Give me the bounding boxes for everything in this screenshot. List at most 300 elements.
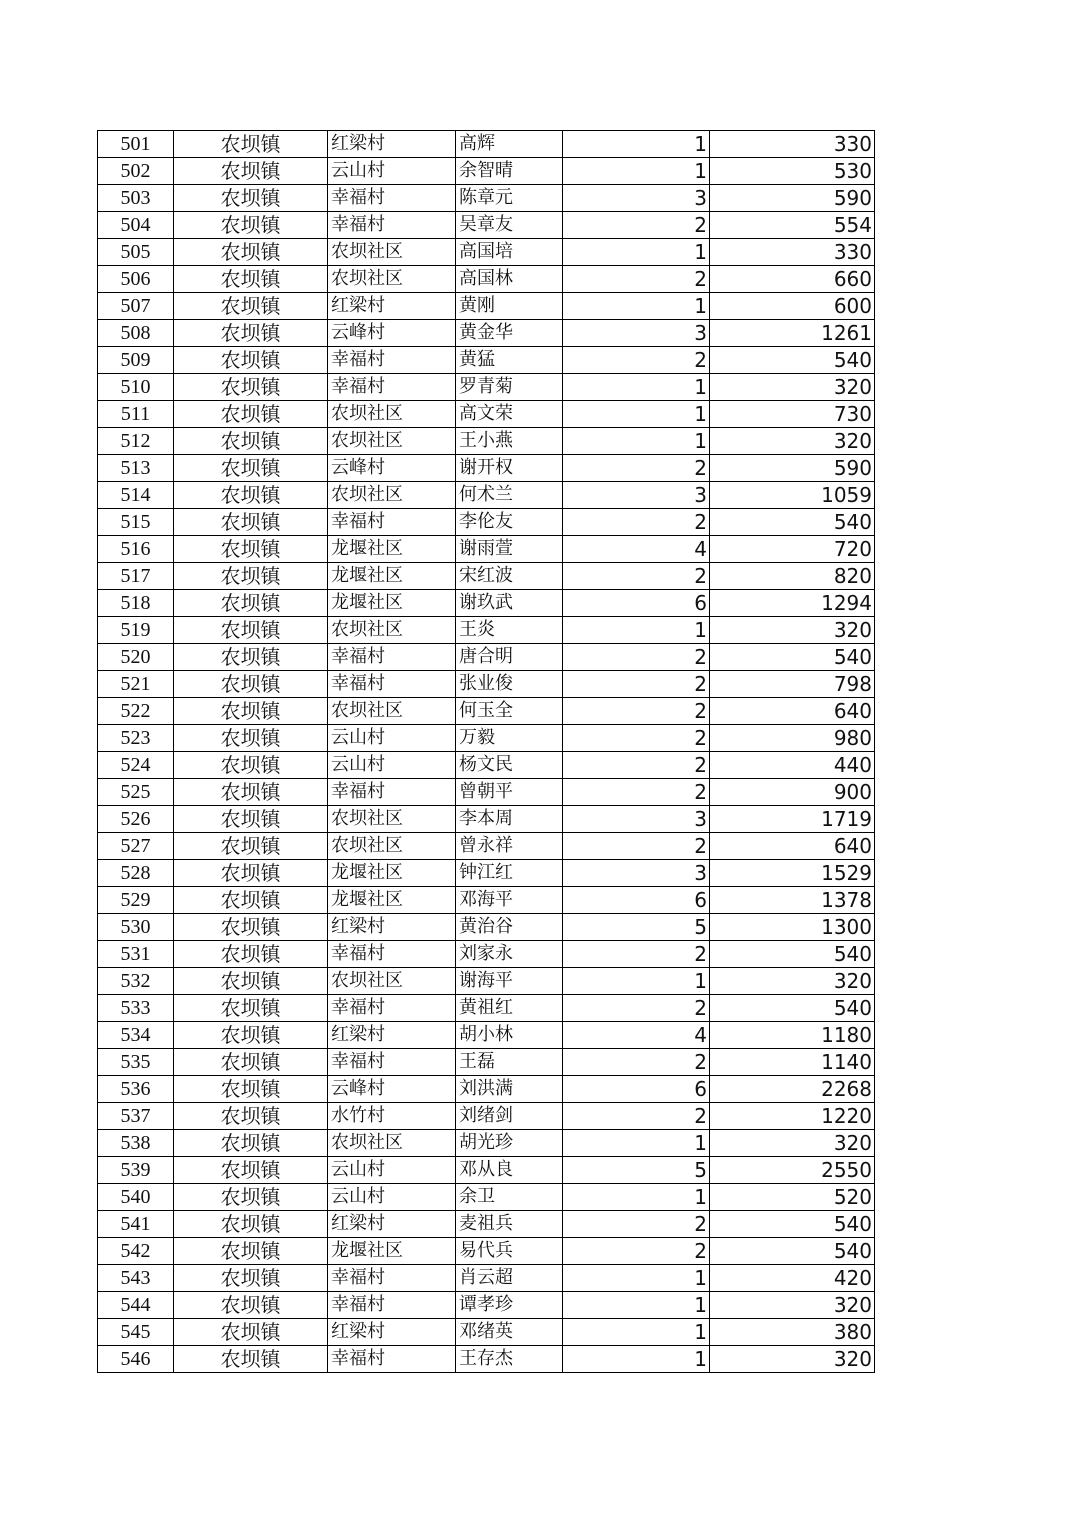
village-cell: 农坝社区 [328, 968, 456, 995]
row-number-cell: 521 [98, 671, 174, 698]
table-row [98, 158, 875, 185]
town-cell: 农坝镇 [174, 806, 328, 833]
person-name-cell: 陈章元 [456, 185, 563, 212]
town-cell: 农坝镇 [174, 1130, 328, 1157]
household-count-cell: 3 [563, 185, 710, 212]
amount-cell: 330 [710, 131, 875, 158]
town-cell: 农坝镇 [174, 887, 328, 914]
table-row [98, 698, 875, 725]
row-number-cell: 523 [98, 725, 174, 752]
town-cell: 农坝镇 [174, 536, 328, 563]
village-cell: 农坝社区 [328, 617, 456, 644]
amount-cell: 1378 [710, 887, 875, 914]
table-row [98, 536, 875, 563]
town-cell: 农坝镇 [174, 1157, 328, 1184]
household-count-cell: 1 [563, 1319, 710, 1346]
table-row [98, 509, 875, 536]
row-number-cell: 511 [98, 401, 174, 428]
amount-cell: 320 [710, 428, 875, 455]
household-count-cell: 4 [563, 536, 710, 563]
table-row [98, 1346, 875, 1373]
table-row [98, 401, 875, 428]
table-row [98, 1157, 875, 1184]
person-name-cell: 王磊 [456, 1049, 563, 1076]
village-cell: 幸福村 [328, 779, 456, 806]
row-number-cell: 504 [98, 212, 174, 239]
household-count-cell: 2 [563, 698, 710, 725]
village-cell: 龙堰社区 [328, 536, 456, 563]
row-number-cell: 541 [98, 1211, 174, 1238]
town-cell: 农坝镇 [174, 617, 328, 644]
person-name-cell: 胡光珍 [456, 1130, 563, 1157]
person-name-cell: 王炎 [456, 617, 563, 644]
town-cell: 农坝镇 [174, 914, 328, 941]
table-row [98, 374, 875, 401]
row-number-cell: 513 [98, 455, 174, 482]
row-number-cell: 522 [98, 698, 174, 725]
village-cell: 红梁村 [328, 293, 456, 320]
row-number-cell: 525 [98, 779, 174, 806]
row-number-cell: 533 [98, 995, 174, 1022]
row-number-cell: 505 [98, 239, 174, 266]
amount-cell: 730 [710, 401, 875, 428]
person-name-cell: 万毅 [456, 725, 563, 752]
table-row [98, 1130, 875, 1157]
household-count-cell: 2 [563, 563, 710, 590]
village-cell: 龙堰社区 [328, 563, 456, 590]
household-count-cell: 1 [563, 401, 710, 428]
amount-cell: 1059 [710, 482, 875, 509]
town-cell: 农坝镇 [174, 1292, 328, 1319]
row-number-cell: 508 [98, 320, 174, 347]
amount-cell: 660 [710, 266, 875, 293]
person-name-cell: 钟江红 [456, 860, 563, 887]
household-count-cell: 1 [563, 1265, 710, 1292]
household-count-cell: 1 [563, 968, 710, 995]
amount-cell: 440 [710, 752, 875, 779]
household-count-cell: 1 [563, 1292, 710, 1319]
town-cell: 农坝镇 [174, 1076, 328, 1103]
town-cell: 农坝镇 [174, 1319, 328, 1346]
town-cell: 农坝镇 [174, 158, 328, 185]
table-row [98, 347, 875, 374]
village-cell: 龙堰社区 [328, 1238, 456, 1265]
table-row [98, 563, 875, 590]
village-cell: 幸福村 [328, 212, 456, 239]
person-name-cell: 曾朝平 [456, 779, 563, 806]
town-cell: 农坝镇 [174, 1103, 328, 1130]
person-name-cell: 吴章友 [456, 212, 563, 239]
person-name-cell: 余卫 [456, 1184, 563, 1211]
household-count-cell: 2 [563, 1049, 710, 1076]
village-cell: 农坝社区 [328, 833, 456, 860]
amount-cell: 980 [710, 725, 875, 752]
amount-cell: 320 [710, 374, 875, 401]
household-count-cell: 1 [563, 293, 710, 320]
town-cell: 农坝镇 [174, 1238, 328, 1265]
row-number-cell: 531 [98, 941, 174, 968]
row-number-cell: 515 [98, 509, 174, 536]
person-name-cell: 胡小林 [456, 1022, 563, 1049]
row-number-cell: 514 [98, 482, 174, 509]
village-cell: 幸福村 [328, 1292, 456, 1319]
village-cell: 云山村 [328, 158, 456, 185]
town-cell: 农坝镇 [174, 1049, 328, 1076]
row-number-cell: 524 [98, 752, 174, 779]
household-count-cell: 5 [563, 914, 710, 941]
household-count-cell: 1 [563, 158, 710, 185]
person-name-cell: 刘家永 [456, 941, 563, 968]
household-count-cell: 1 [563, 1184, 710, 1211]
row-number-cell: 540 [98, 1184, 174, 1211]
person-name-cell: 余智晴 [456, 158, 563, 185]
town-cell: 农坝镇 [174, 1211, 328, 1238]
amount-cell: 420 [710, 1265, 875, 1292]
person-name-cell: 高文荣 [456, 401, 563, 428]
household-count-cell: 2 [563, 266, 710, 293]
village-cell: 龙堰社区 [328, 887, 456, 914]
amount-cell: 320 [710, 968, 875, 995]
amount-cell: 320 [710, 1292, 875, 1319]
village-cell: 幸福村 [328, 374, 456, 401]
household-count-cell: 1 [563, 239, 710, 266]
town-cell: 农坝镇 [174, 266, 328, 293]
household-count-cell: 5 [563, 1157, 710, 1184]
amount-cell: 798 [710, 671, 875, 698]
person-name-cell: 张业俊 [456, 671, 563, 698]
household-count-cell: 1 [563, 617, 710, 644]
household-count-cell: 2 [563, 1103, 710, 1130]
town-cell: 农坝镇 [174, 131, 328, 158]
person-name-cell: 邓绪英 [456, 1319, 563, 1346]
person-name-cell: 谢雨萱 [456, 536, 563, 563]
person-name-cell: 曾永祥 [456, 833, 563, 860]
village-cell: 龙堰社区 [328, 860, 456, 887]
person-name-cell: 李本周 [456, 806, 563, 833]
data-table [97, 130, 875, 1373]
town-cell: 农坝镇 [174, 1022, 328, 1049]
table-row [98, 320, 875, 347]
household-count-cell: 3 [563, 482, 710, 509]
household-count-cell: 2 [563, 212, 710, 239]
town-cell: 农坝镇 [174, 752, 328, 779]
town-cell: 农坝镇 [174, 374, 328, 401]
town-cell: 农坝镇 [174, 833, 328, 860]
table-row [98, 671, 875, 698]
amount-cell: 1529 [710, 860, 875, 887]
table-row [98, 131, 875, 158]
amount-cell: 554 [710, 212, 875, 239]
person-name-cell: 谢开权 [456, 455, 563, 482]
household-count-cell: 6 [563, 887, 710, 914]
table-row [98, 995, 875, 1022]
row-number-cell: 544 [98, 1292, 174, 1319]
row-number-cell: 510 [98, 374, 174, 401]
person-name-cell: 肖云超 [456, 1265, 563, 1292]
household-count-cell: 2 [563, 779, 710, 806]
row-number-cell: 509 [98, 347, 174, 374]
amount-cell: 600 [710, 293, 875, 320]
village-cell: 农坝社区 [328, 1130, 456, 1157]
person-name-cell: 麦祖兵 [456, 1211, 563, 1238]
household-count-cell: 2 [563, 995, 710, 1022]
household-count-cell: 2 [563, 1238, 710, 1265]
town-cell: 农坝镇 [174, 644, 328, 671]
amount-cell: 640 [710, 698, 875, 725]
village-cell: 云峰村 [328, 320, 456, 347]
household-count-cell: 4 [563, 1022, 710, 1049]
row-number-cell: 526 [98, 806, 174, 833]
table-row [98, 1238, 875, 1265]
row-number-cell: 503 [98, 185, 174, 212]
amount-cell: 540 [710, 995, 875, 1022]
village-cell: 云山村 [328, 1184, 456, 1211]
amount-cell: 540 [710, 347, 875, 374]
table-row [98, 1265, 875, 1292]
village-cell: 幸福村 [328, 509, 456, 536]
amount-cell: 320 [710, 1346, 875, 1373]
table-row [98, 833, 875, 860]
table-row [98, 914, 875, 941]
household-count-cell: 1 [563, 1346, 710, 1373]
row-number-cell: 546 [98, 1346, 174, 1373]
person-name-cell: 刘洪满 [456, 1076, 563, 1103]
village-cell: 农坝社区 [328, 482, 456, 509]
household-count-cell: 6 [563, 1076, 710, 1103]
table-row [98, 1049, 875, 1076]
town-cell: 农坝镇 [174, 293, 328, 320]
table-row [98, 455, 875, 482]
household-count-cell: 3 [563, 320, 710, 347]
table-body [98, 131, 875, 1373]
row-number-cell: 543 [98, 1265, 174, 1292]
person-name-cell: 宋红波 [456, 563, 563, 590]
household-count-cell: 2 [563, 752, 710, 779]
household-count-cell: 2 [563, 347, 710, 374]
person-name-cell: 高国培 [456, 239, 563, 266]
row-number-cell: 502 [98, 158, 174, 185]
row-number-cell: 517 [98, 563, 174, 590]
table-row [98, 887, 875, 914]
town-cell: 农坝镇 [174, 671, 328, 698]
table-row [98, 752, 875, 779]
amount-cell: 530 [710, 158, 875, 185]
village-cell: 水竹村 [328, 1103, 456, 1130]
row-number-cell: 538 [98, 1130, 174, 1157]
village-cell: 幸福村 [328, 671, 456, 698]
town-cell: 农坝镇 [174, 1346, 328, 1373]
table-row [98, 806, 875, 833]
household-count-cell: 2 [563, 941, 710, 968]
person-name-cell: 易代兵 [456, 1238, 563, 1265]
person-name-cell: 黄祖红 [456, 995, 563, 1022]
town-cell: 农坝镇 [174, 212, 328, 239]
town-cell: 农坝镇 [174, 239, 328, 266]
amount-cell: 540 [710, 1211, 875, 1238]
row-number-cell: 512 [98, 428, 174, 455]
amount-cell: 540 [710, 509, 875, 536]
amount-cell: 540 [710, 644, 875, 671]
household-count-cell: 2 [563, 455, 710, 482]
row-number-cell: 527 [98, 833, 174, 860]
table-row [98, 590, 875, 617]
amount-cell: 1140 [710, 1049, 875, 1076]
amount-cell: 1220 [710, 1103, 875, 1130]
table-row [98, 212, 875, 239]
amount-cell: 900 [710, 779, 875, 806]
person-name-cell: 王存杰 [456, 1346, 563, 1373]
village-cell: 幸福村 [328, 644, 456, 671]
village-cell: 云山村 [328, 1157, 456, 1184]
row-number-cell: 518 [98, 590, 174, 617]
village-cell: 幸福村 [328, 941, 456, 968]
village-cell: 红梁村 [328, 1211, 456, 1238]
town-cell: 农坝镇 [174, 1265, 328, 1292]
amount-cell: 520 [710, 1184, 875, 1211]
village-cell: 云峰村 [328, 455, 456, 482]
village-cell: 农坝社区 [328, 698, 456, 725]
table-row [98, 1184, 875, 1211]
household-count-cell: 3 [563, 806, 710, 833]
table-row [98, 239, 875, 266]
village-cell: 红梁村 [328, 914, 456, 941]
row-number-cell: 532 [98, 968, 174, 995]
amount-cell: 320 [710, 617, 875, 644]
person-name-cell: 谢海平 [456, 968, 563, 995]
row-number-cell: 545 [98, 1319, 174, 1346]
table-row [98, 428, 875, 455]
household-count-cell: 2 [563, 509, 710, 536]
amount-cell: 590 [710, 185, 875, 212]
town-cell: 农坝镇 [174, 995, 328, 1022]
person-name-cell: 邓从良 [456, 1157, 563, 1184]
table-row [98, 1076, 875, 1103]
village-cell: 幸福村 [328, 1346, 456, 1373]
household-count-cell: 6 [563, 590, 710, 617]
town-cell: 农坝镇 [174, 347, 328, 374]
person-name-cell: 黄猛 [456, 347, 563, 374]
row-number-cell: 539 [98, 1157, 174, 1184]
amount-cell: 540 [710, 941, 875, 968]
row-number-cell: 530 [98, 914, 174, 941]
row-number-cell: 534 [98, 1022, 174, 1049]
amount-cell: 1300 [710, 914, 875, 941]
village-cell: 龙堰社区 [328, 590, 456, 617]
household-count-cell: 1 [563, 428, 710, 455]
village-cell: 幸福村 [328, 185, 456, 212]
row-number-cell: 529 [98, 887, 174, 914]
amount-cell: 640 [710, 833, 875, 860]
town-cell: 农坝镇 [174, 698, 328, 725]
village-cell: 幸福村 [328, 1265, 456, 1292]
person-name-cell: 何玉全 [456, 698, 563, 725]
table-row [98, 617, 875, 644]
row-number-cell: 520 [98, 644, 174, 671]
person-name-cell: 谢玖武 [456, 590, 563, 617]
person-name-cell: 刘绪剑 [456, 1103, 563, 1130]
town-cell: 农坝镇 [174, 860, 328, 887]
village-cell: 农坝社区 [328, 428, 456, 455]
town-cell: 农坝镇 [174, 509, 328, 536]
table-row [98, 1022, 875, 1049]
amount-cell: 320 [710, 1130, 875, 1157]
table-row [98, 185, 875, 212]
village-cell: 农坝社区 [328, 239, 456, 266]
person-name-cell: 高国林 [456, 266, 563, 293]
village-cell: 农坝社区 [328, 401, 456, 428]
row-number-cell: 536 [98, 1076, 174, 1103]
town-cell: 农坝镇 [174, 320, 328, 347]
household-count-cell: 1 [563, 131, 710, 158]
table-row [98, 941, 875, 968]
person-name-cell: 黄治谷 [456, 914, 563, 941]
household-count-cell: 2 [563, 644, 710, 671]
town-cell: 农坝镇 [174, 185, 328, 212]
amount-cell: 1294 [710, 590, 875, 617]
town-cell: 农坝镇 [174, 941, 328, 968]
person-name-cell: 杨文民 [456, 752, 563, 779]
table-row [98, 860, 875, 887]
table-row [98, 968, 875, 995]
household-count-cell: 2 [563, 833, 710, 860]
household-count-cell: 1 [563, 374, 710, 401]
amount-cell: 720 [710, 536, 875, 563]
village-cell: 红梁村 [328, 1319, 456, 1346]
village-cell: 云山村 [328, 725, 456, 752]
town-cell: 农坝镇 [174, 968, 328, 995]
town-cell: 农坝镇 [174, 455, 328, 482]
amount-cell: 330 [710, 239, 875, 266]
table-row [98, 1211, 875, 1238]
person-name-cell: 邓海平 [456, 887, 563, 914]
row-number-cell: 528 [98, 860, 174, 887]
amount-cell: 590 [710, 455, 875, 482]
person-name-cell: 黄金华 [456, 320, 563, 347]
village-cell: 云峰村 [328, 1076, 456, 1103]
household-count-cell: 3 [563, 860, 710, 887]
town-cell: 农坝镇 [174, 590, 328, 617]
town-cell: 农坝镇 [174, 779, 328, 806]
village-cell: 幸福村 [328, 995, 456, 1022]
table-row [98, 1319, 875, 1346]
household-count-cell: 1 [563, 1130, 710, 1157]
person-name-cell: 王小燕 [456, 428, 563, 455]
village-cell: 红梁村 [328, 131, 456, 158]
person-name-cell: 罗青菊 [456, 374, 563, 401]
table-row [98, 482, 875, 509]
row-number-cell: 516 [98, 536, 174, 563]
amount-cell: 1261 [710, 320, 875, 347]
amount-cell: 820 [710, 563, 875, 590]
person-name-cell: 唐合明 [456, 644, 563, 671]
amount-cell: 1719 [710, 806, 875, 833]
amount-cell: 1180 [710, 1022, 875, 1049]
row-number-cell: 507 [98, 293, 174, 320]
person-name-cell: 李伦友 [456, 509, 563, 536]
table-row [98, 1292, 875, 1319]
table-row [98, 293, 875, 320]
town-cell: 农坝镇 [174, 428, 328, 455]
amount-cell: 2550 [710, 1157, 875, 1184]
table-row [98, 725, 875, 752]
row-number-cell: 506 [98, 266, 174, 293]
household-count-cell: 2 [563, 1211, 710, 1238]
person-name-cell: 谭孝珍 [456, 1292, 563, 1319]
table-row [98, 1103, 875, 1130]
village-cell: 幸福村 [328, 1049, 456, 1076]
village-cell: 农坝社区 [328, 806, 456, 833]
person-name-cell: 高辉 [456, 131, 563, 158]
